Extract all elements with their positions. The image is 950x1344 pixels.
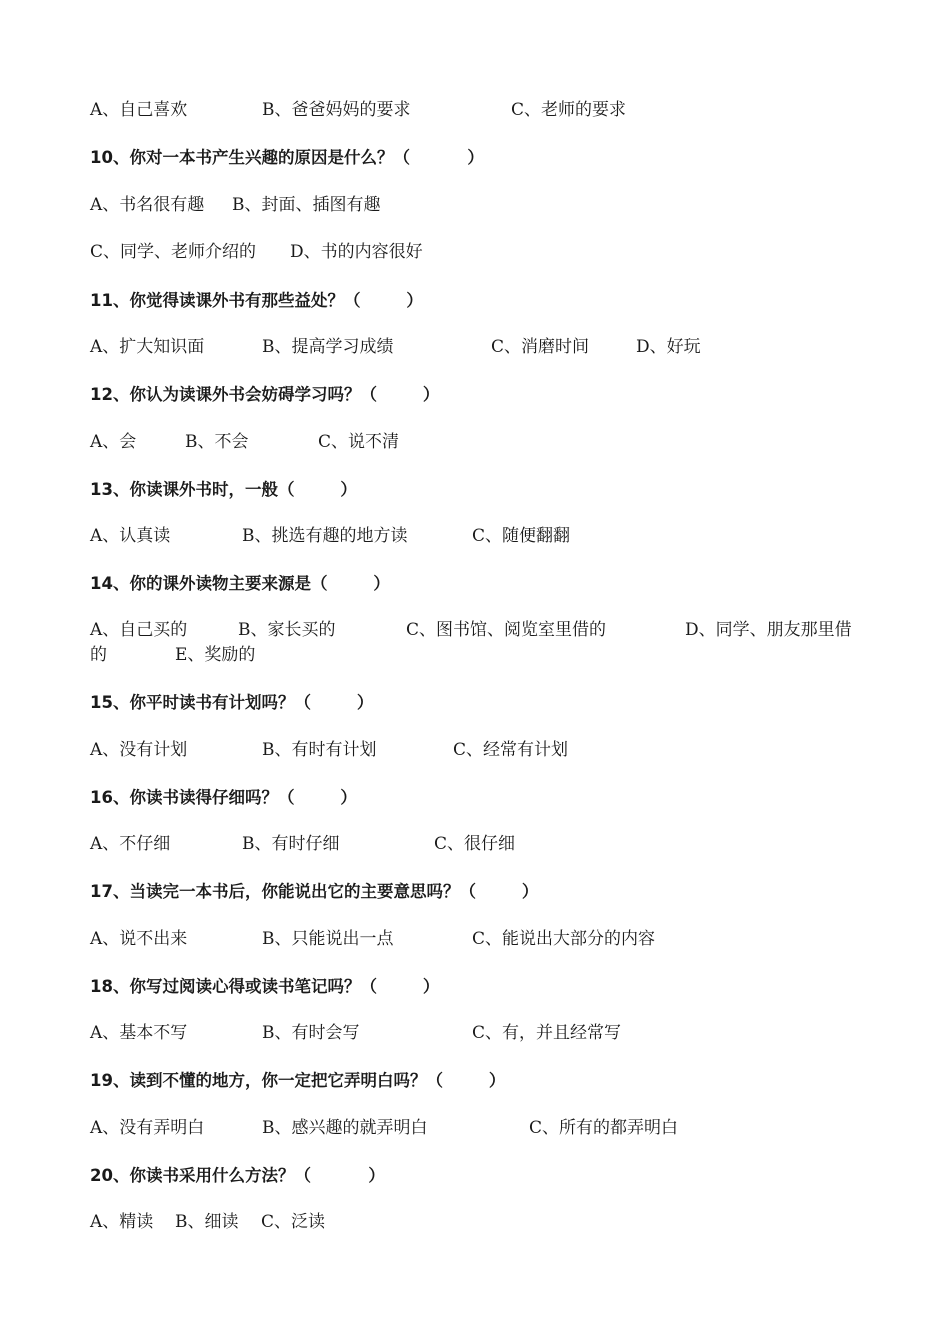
question-text: 13、你读课外书时，一般（ ） bbox=[90, 480, 357, 499]
option-label: A、不仔细 bbox=[90, 834, 171, 854]
option-label: E、奖励的 bbox=[175, 645, 256, 665]
option-label: C、能说出大部分的内容 bbox=[472, 929, 656, 949]
option-label: A、认真读 bbox=[90, 526, 171, 546]
options-row bbox=[90, 430, 870, 455]
options-row bbox=[90, 193, 870, 218]
option-label: B、感兴趣的就弄明白 bbox=[262, 1118, 428, 1138]
option-label: C、有，并且经常写 bbox=[472, 1023, 622, 1043]
question-text: 14、你的课外读物主要来源是（ ） bbox=[90, 574, 390, 593]
option-label: B、有时有计划 bbox=[262, 740, 377, 760]
question-text: 19、读到不懂的地方，你一定把它弄明白吗？（ ） bbox=[90, 1071, 506, 1090]
options-row bbox=[90, 618, 870, 668]
option-label: D、好玩 bbox=[636, 337, 701, 357]
option-label: C、图书馆、阅览室里借的 bbox=[406, 620, 607, 640]
option-label: A、精读 bbox=[90, 1212, 154, 1232]
option-label: A、扩大知识面 bbox=[90, 337, 205, 357]
option-label: B、只能说出一点 bbox=[262, 929, 394, 949]
options-row bbox=[90, 738, 870, 763]
option-label: C、很仔细 bbox=[434, 834, 516, 854]
question-text: 18、你写过阅读心得或读书笔记吗？（ ） bbox=[90, 977, 440, 996]
question-text: 17、当读完一本书后，你能说出它的主要意思吗？（ ） bbox=[90, 882, 539, 901]
option-label: C、泛读 bbox=[261, 1212, 326, 1232]
option-label: B、有时会写 bbox=[262, 1023, 360, 1043]
option-label: C、说不清 bbox=[318, 432, 400, 452]
option-label: C、老师的要求 bbox=[511, 100, 627, 120]
option-label: C、消磨时间 bbox=[491, 337, 590, 357]
option-label: B、不会 bbox=[185, 432, 249, 452]
option-label: D、同学、朋友那里借 bbox=[685, 620, 852, 640]
option-label: A、自己喜欢 bbox=[90, 100, 188, 120]
option-label: A、书名很有趣 bbox=[90, 195, 205, 215]
options-row bbox=[90, 927, 870, 952]
question-text: 11、你觉得读课外书有那些益处？（ ） bbox=[90, 291, 423, 310]
question-text: 12、你认为读课外书会妨碍学习吗？（ ） bbox=[90, 385, 440, 404]
option-label: B、封面、插图有趣 bbox=[232, 195, 381, 215]
option-label: A、说不出来 bbox=[90, 929, 188, 949]
option-label: C、同学、老师介绍的 bbox=[90, 242, 257, 262]
option-label: A、自己买的 bbox=[90, 620, 188, 640]
option-label: B、爸爸妈妈的要求 bbox=[262, 100, 411, 120]
option-label: B、家长买的 bbox=[238, 620, 336, 640]
options-row bbox=[90, 98, 870, 123]
question-text: 15、你平时读书有计划吗？（ ） bbox=[90, 693, 374, 712]
option-label: C、随便翻翻 bbox=[472, 526, 571, 546]
option-label: A、没有计划 bbox=[90, 740, 188, 760]
options-row bbox=[90, 1021, 870, 1046]
question-text: 16、你读书读得仔细吗？（ ） bbox=[90, 788, 357, 807]
options-row bbox=[90, 240, 870, 265]
option-label: 的 bbox=[90, 645, 107, 665]
options-row bbox=[90, 1116, 870, 1141]
option-label: A、没有弄明白 bbox=[90, 1118, 205, 1138]
option-label: B、有时仔细 bbox=[242, 834, 340, 854]
option-label: B、提高学习成绩 bbox=[262, 337, 394, 357]
option-label: C、所有的都弄明白 bbox=[529, 1118, 679, 1138]
option-label: C、经常有计划 bbox=[453, 740, 569, 760]
options-row bbox=[90, 335, 870, 360]
question-text: 20、你读书采用什么方法？（ ） bbox=[90, 1166, 385, 1185]
question-text: 10、你对一本书产生兴趣的原因是什么？（ ） bbox=[90, 148, 484, 167]
options-row bbox=[90, 1210, 870, 1235]
options-row bbox=[90, 832, 870, 857]
option-label: B、挑选有趣的地方读 bbox=[242, 526, 408, 546]
option-label: A、会 bbox=[90, 432, 137, 452]
options-row bbox=[90, 524, 870, 549]
option-label: D、书的内容很好 bbox=[290, 242, 423, 262]
option-label: A、基本不写 bbox=[90, 1023, 188, 1043]
option-label: B、细读 bbox=[175, 1212, 239, 1232]
